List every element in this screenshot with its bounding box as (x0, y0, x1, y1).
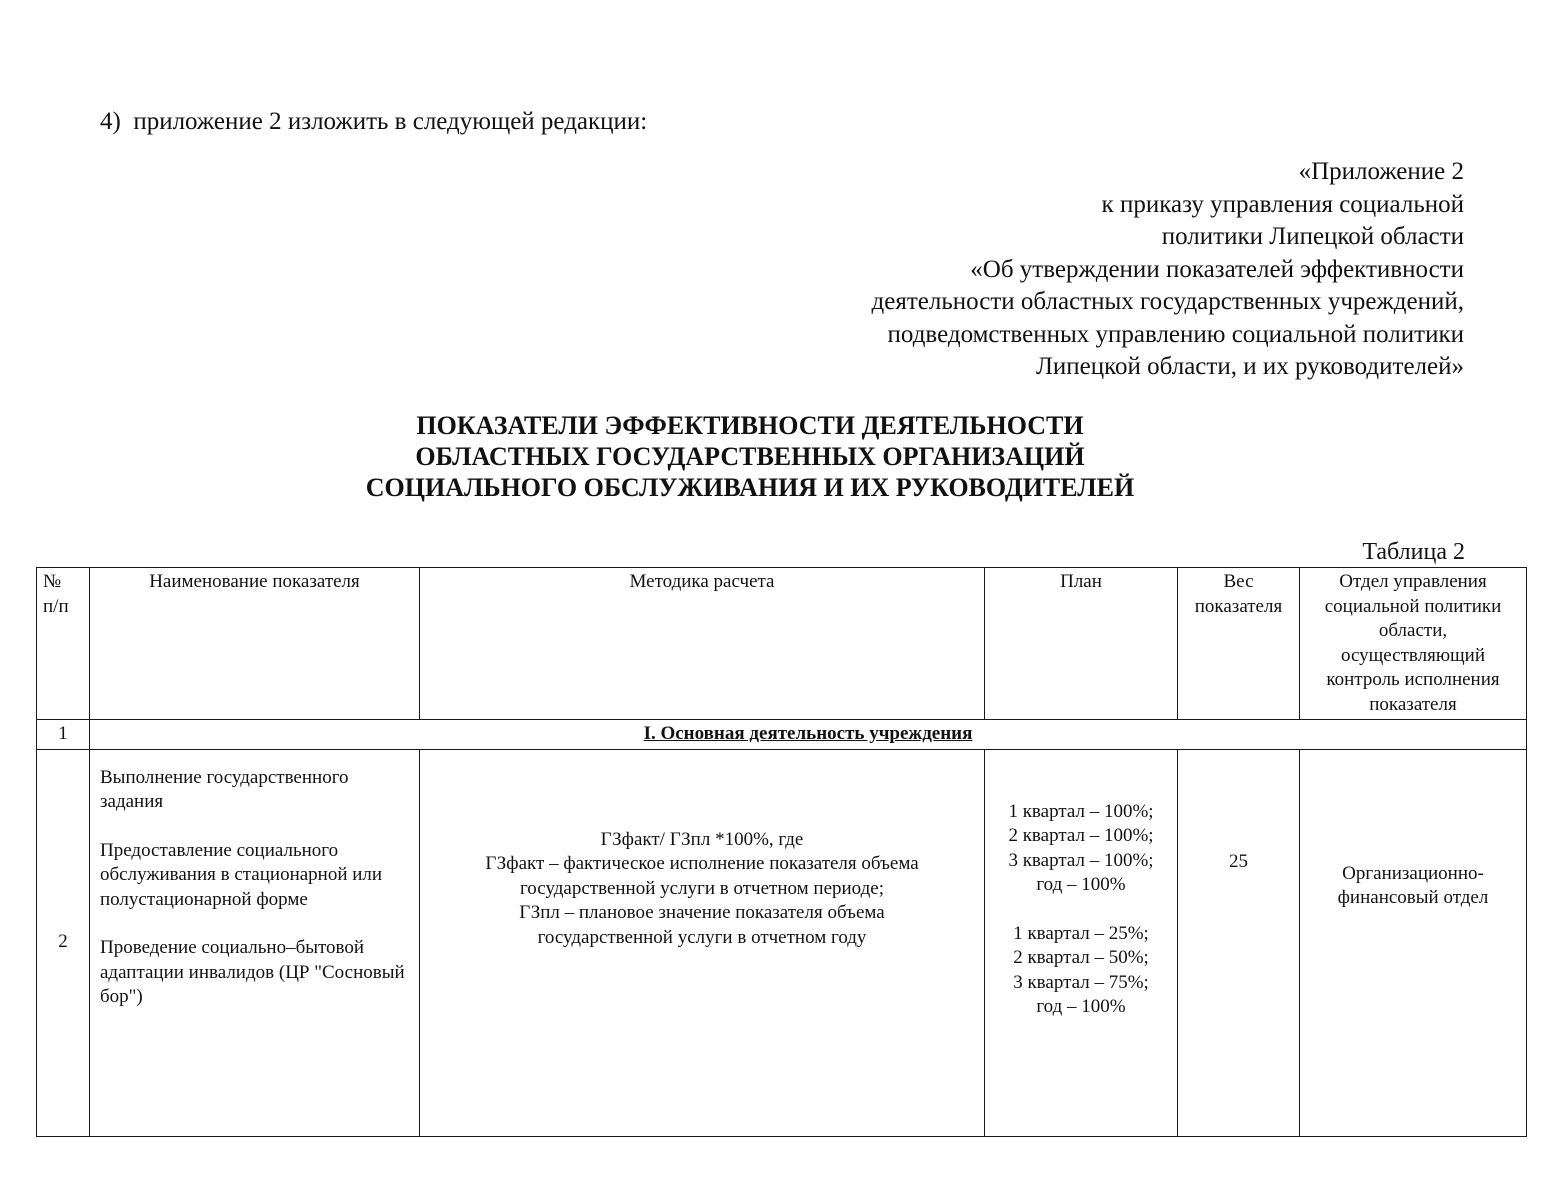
plan-cell (985, 749, 1178, 1136)
method-line: ГЗфакт/ ГЗпл *100%, где (600, 828, 804, 850)
section-row (37, 720, 1527, 750)
appendix-line: Липецкой области, и их руководителей» (1035, 353, 1464, 380)
plan-line: 1 квартал – 100%; (1008, 800, 1154, 822)
indicators-table (36, 567, 1527, 1137)
plan-line: 1 квартал – 25%; (1013, 922, 1149, 944)
header-plan: План (985, 568, 1178, 720)
method-cell (420, 749, 985, 1136)
method-line: ГЗпл – плановое значение показателя объема (519, 902, 885, 923)
header-weight: Вес показателя (1178, 568, 1300, 720)
title-line: СОЦИАЛЬНОГО ОБСЛУЖИВАНИЯ И ИХ РУКОВОДИТЕЛЕЙ (365, 473, 1135, 502)
header-method: Методика расчета (420, 568, 985, 720)
title-line: ОБЛАСТНЫХ ГОСУДАРСТВЕННЫХ ОРГАНИЗАЦИЙ (415, 442, 1085, 471)
plan-line: 2 квартал – 100%; (1008, 825, 1154, 846)
appendix-line: политики Липецкой области (1161, 223, 1464, 250)
plan-line: год – 100% (1036, 874, 1126, 895)
department-line: финансовый отдел (1337, 887, 1489, 908)
weight-cell: 25 (1178, 749, 1300, 1136)
plan-line: год – 100% (1036, 996, 1126, 1017)
indicator-name-paragraph: Выполнение государственного задания (100, 766, 349, 812)
indicator-name-paragraph: Проведение социально–бытовой адаптации инвалидов (ЦР "Сосновый бор") (100, 937, 405, 1007)
table-row (37, 749, 1527, 1136)
section-title: I. Основная деятельность учреждения (90, 720, 1527, 750)
title-line: ПОКАЗАТЕЛИ ЭФФЕКТИВНОСТИ ДЕЯТЕЛЬНОСТИ (416, 411, 1084, 440)
method-line: государственной услуги в отчетном году (537, 926, 867, 948)
amendment-instruction: 4) приложение 2 изложить в следующей редакции: (100, 108, 648, 135)
header-indicator-name: Наименование показателя (90, 568, 420, 720)
appendix-line: подведомственных управлению социальной политики (887, 320, 1464, 348)
table-caption: Таблица 2 (1362, 539, 1465, 565)
appendix-reference (872, 156, 1464, 384)
appendix-line: «Об утверждении показателей эффективности (970, 255, 1464, 283)
department-cell (1300, 749, 1527, 1136)
plan-line: 3 квартал – 75%; (1013, 971, 1149, 993)
header-department: Отдел управления социальной политики области, осуществляющий контроль исполнения показателя (1300, 568, 1527, 720)
header-number: № п/п (37, 568, 90, 720)
table-header-row (37, 568, 1527, 720)
plan-line: 2 квартал – 50%; (1013, 947, 1149, 968)
appendix-line: к приказу управления социальной (1101, 190, 1464, 218)
department-line: Организационно- (1342, 862, 1484, 884)
plan-line: 3 квартал – 100%; (1008, 849, 1154, 871)
appendix-line: деятельности областных государственных учреждений, (871, 288, 1464, 315)
section-number: 1 (37, 720, 90, 750)
row-number: 2 (37, 749, 90, 1136)
indicator-name-paragraph: Предоставление социального обслуживания в стационарной или полустационарной форме (100, 839, 383, 910)
method-line: государственной услуги в отчетном периоде; (519, 877, 885, 899)
indicator-name-cell (90, 749, 420, 1136)
document-title (0, 410, 1500, 503)
appendix-line: «Приложение 2 (1298, 158, 1464, 185)
method-line: ГЗфакт – фактическое исполнение показателя объема (485, 853, 919, 874)
